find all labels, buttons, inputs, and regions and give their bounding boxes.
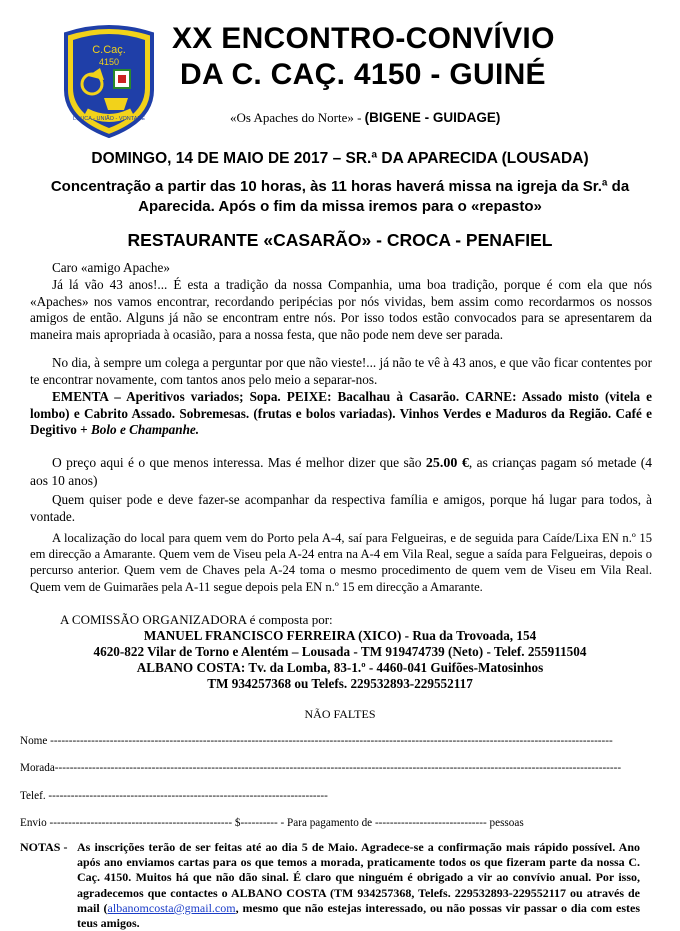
form-heading: NÃO FALTES <box>304 707 376 721</box>
payment-field[interactable]: Envio ------------------------------------------------- $---------- - Para pagamento de ------------------------------ pessoas <box>20 817 524 829</box>
anvil-icon <box>104 98 128 110</box>
paragraph-tradition-text: Já lá vão 43 anos!... É esta a tradição da nossa Companhia, uma boa tradição, porque é com ela que nós «Apaches» nos vamos encontrar, recordando peripécias por nós vividas, bem assim como recordarmos os nossos amigos de então. Alguns já não se encontram entre nós. Por isso todos estão convocados para se apresentarem da maneira mais apropriada à ocasião, para a nossa festa, que não pode nem deve ser parada. <box>30 277 652 342</box>
menu-dessert: Bolo e Champanhe. <box>91 422 200 438</box>
price-text-after: , as crianças pagam só metade (4 aos 10 anos) <box>30 455 652 488</box>
notes-body <box>77 840 640 931</box>
phone-field[interactable]: Telef. --------------------------------------------------------------------------- <box>20 790 328 802</box>
logo-number: 4150 <box>98 57 120 67</box>
family-text: Quem quiser pode e deve fazer-se acompanhar da respectiva família e amigos, porque há lugar para todos, à vontade. <box>30 492 652 524</box>
price-value: 25.00 € <box>425 456 469 471</box>
paragraph-colleague <box>30 355 652 388</box>
price-paragraph <box>30 455 652 489</box>
notes-section <box>20 840 640 931</box>
notes-text-after: , mesmo que não estejas interessado, ou não possas vir passar o dia com estes teus amigos. <box>77 900 640 931</box>
restaurant-name: RESTAURANTE «CASARÃO» - CROCA - PENAFIEL <box>127 230 553 250</box>
menu-paragraph <box>30 389 652 439</box>
logo-title: C.Caç. <box>92 44 126 56</box>
title-line-2: DA C. CAÇ. 4150 - GUINÉ <box>180 58 546 91</box>
committee-line-1: MANUEL FRANCISCO FERREIRA (XICO) - Rua da Trovoada, 154 <box>143 628 537 643</box>
price-text-before: O preço aqui é o que menos interessa. Mas é melhor dizer que são <box>52 455 426 470</box>
directions-paragraph <box>30 530 652 595</box>
directions-text: A localização do local para quem vem do Porto pela A-4, saí para Felgueiras, e de seguida para Caíde/Lixa EN n.º 15 em direcção a Amarante. Quem vem de Viseu pela A-24 entra na A-4 em Vila Real, segue a saída para Felgueiras, depois o percurso anterior. Quem vem de Chaves pela A-24 toma o mesmo procedimento de quem vem de Viseu em Vila Real. Quem vem de Guimarães pela A-11 segue depois pela EN n.º 15 em direcção a Amarante. <box>30 531 652 594</box>
menu-text: EMENTA – Aperitivos variados; Sopa. PEIXE: Bacalhau à Casarão. CARNE: Assado misto (vitela e lombo) e Cabrito Assado. Sobremesas. (frutas e bolos variadas). Vinhos Verdes e Maduros da Região. Café e Degitivo + <box>30 389 652 438</box>
name-field[interactable]: Nome ------------------------------------------------------------------------------------------------------------------------------------------------------- <box>20 735 613 747</box>
committee-line-4: TM 934257368 ou Telefs. 229532893-229552117 <box>207 676 473 691</box>
subtitle <box>230 110 500 126</box>
subtitle-location: (BIGENE - GUIDAGE) <box>364 110 501 125</box>
email-link[interactable]: albanomcosta@gmail.com <box>107 900 236 915</box>
committee-line-3: ALBANO COSTA: Tv. da Lomba, 83-1.º - 4460-041 Guifões-Matosinhos <box>136 660 544 675</box>
notes-text-before: As inscrições terão de ser feitas até ao dia 5 de Maio. Agradece-se a confirmação mais rápido possível. Ano após ano enviamos cartas para os que temos a morada, praticamente todos os que fizeram parte da nossa C. Caç. 4150. Muitos há que não dão sinal. É claro que ninguém é obrigado a vir ao convívio anual. Por isso, agradecemos que contactes o ALBANO COSTA (TM 934257368, Telefs. 229532893-229552117 ou através de mail ( <box>77 840 640 915</box>
title-line-1: XX ENCONTRO-CONVÍVIO <box>172 22 555 55</box>
notes-label: NOTAS - <box>20 840 68 854</box>
committee-line-2: 4620-822 Vilar de Torno e Alentém – Lousada - TM 919474739 (Neto) - Telef. 255911504 <box>93 644 587 659</box>
greeting: Caro «amigo Apache» <box>52 260 170 275</box>
logo-motto: LOUCA - UNIÃO - VONTADE <box>72 116 146 122</box>
event-date: DOMINGO, 14 DE MAIO DE 2017 – SR.ª DA APARECIDA (LOUSADA) <box>91 150 589 167</box>
paragraph-tradition <box>30 277 652 343</box>
committee-intro: A COMISSÃO ORGANIZADORA é composta por: <box>60 612 333 627</box>
subtitle-quote: «Os Apaches do Norte» - <box>230 110 365 125</box>
concentration-info: Concentração a partir das 10 horas, às 11 horas haverá missa na igreja da Sr.ª da Aparecida. Após o fim da missa iremos para o «repasto» <box>50 178 630 215</box>
paragraph-colleague-text: No dia, à sempre um colega a perguntar por que não vieste!... já não te vê à 43 anos, e que vão ficar contentes por te encontrar novamente, com tantos anos pelo meio a separar-nos. <box>30 355 652 387</box>
address-field[interactable]: Morada-------------------------------------------------------------------------------------------------------------------------------------------------------- <box>20 762 622 774</box>
family-paragraph <box>30 492 652 525</box>
